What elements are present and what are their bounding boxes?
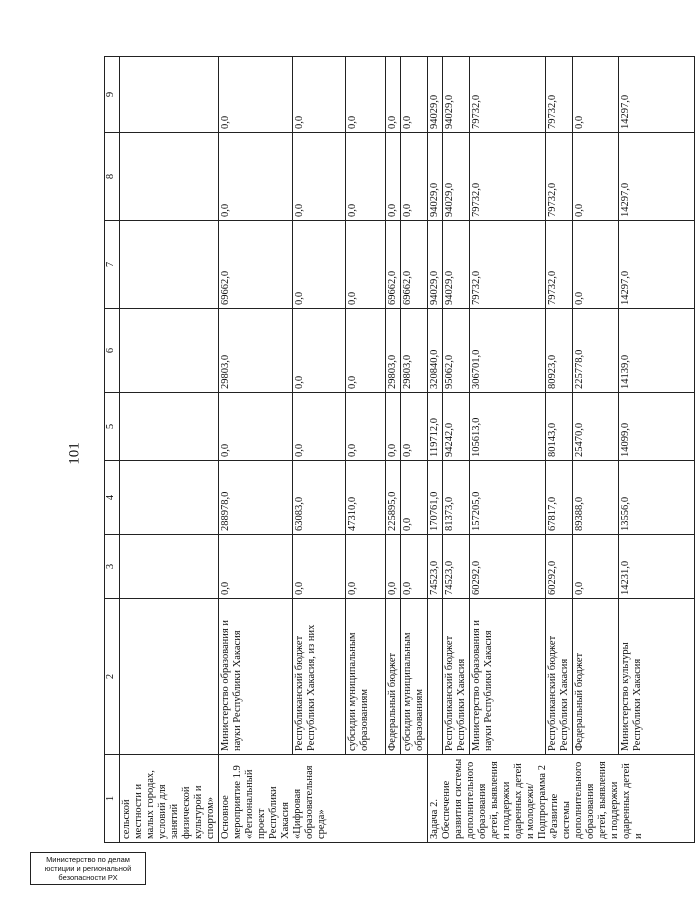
value-cell: 320840,0 <box>428 309 443 393</box>
table-row <box>443 57 470 843</box>
value-cell: 69662,0 <box>219 221 293 309</box>
value-cell: 94029,0 <box>428 57 443 133</box>
value-cell: 94029,0 <box>443 133 470 221</box>
row-title: сельской местности и малых городах, условий для занятий физической культурой и спортом» <box>120 755 219 843</box>
value-cell: 0,0 <box>219 57 293 133</box>
value-cell: 306701,0 <box>470 309 546 393</box>
value-cell: 79732,0 <box>546 57 573 133</box>
value-cell <box>120 309 219 393</box>
row-title: Задача 2. Обеспечение развития системы дополнительного образования детей, выявления и поддержки одаренных детей и молодежи/Подпрограмма 2 «Развитие системы дополнительного образования детей, выявления и поддержки одаренных детей и <box>428 755 695 843</box>
table-row <box>401 57 428 843</box>
page-number: 101 <box>66 442 83 465</box>
value-cell: 95062,0 <box>443 309 470 393</box>
value-cell: 74523,0 <box>443 535 470 599</box>
funding-source: Республиканский бюджет Республики Хакасия, из них <box>293 599 346 755</box>
value-cell: 94029,0 <box>428 221 443 309</box>
value-cell: 0,0 <box>401 535 428 599</box>
value-cell: 0,0 <box>401 393 428 461</box>
value-cell: 0,0 <box>401 133 428 221</box>
value-cell: 67817,0 <box>546 461 573 535</box>
registry-stamp <box>30 852 146 885</box>
value-cell <box>120 535 219 599</box>
funding-source: Министерство образования и науки Республики Хакасия <box>219 599 293 755</box>
value-cell: 0,0 <box>573 535 619 599</box>
table-row <box>346 57 386 843</box>
table-row <box>470 57 546 843</box>
value-cell: 0,0 <box>401 57 428 133</box>
table-row <box>120 57 219 843</box>
value-cell: 0,0 <box>573 133 619 221</box>
value-cell: 0,0 <box>293 221 346 309</box>
stamp-line: Министерство по делам <box>46 855 130 864</box>
funding-source: Министерство культуры Республики Хакасия <box>619 599 695 755</box>
value-cell: 105613,0 <box>470 393 546 461</box>
funding-source: Республиканский бюджет Республики Хакасия <box>546 599 573 755</box>
value-cell: 0,0 <box>219 133 293 221</box>
value-cell: 29803,0 <box>219 309 293 393</box>
value-cell: 0,0 <box>346 309 386 393</box>
funding-source: Республиканский бюджет Республики Хакасия <box>443 599 470 755</box>
table-row <box>386 57 401 843</box>
value-cell: 157205,0 <box>470 461 546 535</box>
value-cell <box>120 393 219 461</box>
table-row <box>546 57 573 843</box>
funding-source: субсидии муниципальным образованиям <box>401 599 428 755</box>
value-cell: 79732,0 <box>470 57 546 133</box>
value-cell: 60292,0 <box>470 535 546 599</box>
value-cell: 29803,0 <box>386 309 401 393</box>
col-header: 7 <box>105 221 120 309</box>
table-row <box>428 57 443 843</box>
value-cell: 170761,0 <box>428 461 443 535</box>
value-cell <box>120 221 219 309</box>
value-cell: 94029,0 <box>428 133 443 221</box>
value-cell: 14297,0 <box>619 221 695 309</box>
value-cell: 14099,0 <box>619 393 695 461</box>
funding-source: Федеральный бюджет <box>386 599 401 755</box>
value-cell: 0,0 <box>293 309 346 393</box>
value-cell: 81373,0 <box>443 461 470 535</box>
value-cell: 0,0 <box>386 57 401 133</box>
value-cell: 0,0 <box>346 393 386 461</box>
value-cell: 0,0 <box>219 535 293 599</box>
table-row <box>573 57 619 843</box>
value-cell: 94029,0 <box>443 221 470 309</box>
budget-table-rotated <box>104 57 644 843</box>
value-cell: 69662,0 <box>401 221 428 309</box>
value-cell: 25470,0 <box>573 393 619 461</box>
funding-source <box>428 599 443 755</box>
value-cell: 14297,0 <box>619 133 695 221</box>
value-cell: 29803,0 <box>401 309 428 393</box>
value-cell: 0,0 <box>293 535 346 599</box>
value-cell: 14297,0 <box>619 57 695 133</box>
table-row <box>293 57 346 843</box>
value-cell: 79732,0 <box>470 133 546 221</box>
value-cell: 60292,0 <box>546 535 573 599</box>
funding-source: Федеральный бюджет <box>573 599 619 755</box>
value-cell <box>120 133 219 221</box>
value-cell: 119712,0 <box>428 393 443 461</box>
budget-table <box>104 56 695 843</box>
value-cell: 225895,0 <box>386 461 401 535</box>
col-header: 6 <box>105 309 120 393</box>
value-cell: 0,0 <box>386 133 401 221</box>
value-cell: 0,0 <box>346 535 386 599</box>
value-cell: 13556,0 <box>619 461 695 535</box>
col-header: 8 <box>105 133 120 221</box>
value-cell: 0,0 <box>219 393 293 461</box>
value-cell: 0,0 <box>346 221 386 309</box>
value-cell: 0,0 <box>573 57 619 133</box>
row-title: Основное мероприятие 1.9 «Региональный проект Республики Хакасия «Цифровая образовательная среда» <box>219 755 428 843</box>
value-cell <box>120 57 219 133</box>
value-cell: 0,0 <box>346 133 386 221</box>
col-header: 1 <box>105 755 120 843</box>
value-cell: 0,0 <box>293 57 346 133</box>
value-cell: 79732,0 <box>470 221 546 309</box>
value-cell: 288978,0 <box>219 461 293 535</box>
funding-source: Министерство образования и науки Республики Хакасия <box>470 599 546 755</box>
col-header: 5 <box>105 393 120 461</box>
value-cell: 0,0 <box>401 461 428 535</box>
value-cell: 80143,0 <box>546 393 573 461</box>
col-header: 3 <box>105 535 120 599</box>
col-header: 2 <box>105 599 120 755</box>
value-cell: 0,0 <box>573 221 619 309</box>
value-cell: 0,0 <box>293 133 346 221</box>
value-cell <box>120 461 219 535</box>
value-cell: 0,0 <box>346 57 386 133</box>
value-cell: 80923,0 <box>546 309 573 393</box>
stamp-line: безопасности РХ <box>58 873 118 882</box>
table-row <box>219 57 293 843</box>
value-cell: 225778,0 <box>573 309 619 393</box>
value-cell: 69662,0 <box>386 221 401 309</box>
value-cell: 79732,0 <box>546 133 573 221</box>
value-cell: 14139,0 <box>619 309 695 393</box>
table-row <box>619 57 695 843</box>
value-cell: 0,0 <box>386 393 401 461</box>
value-cell: 74523,0 <box>428 535 443 599</box>
header-row <box>105 57 120 843</box>
col-header: 9 <box>105 57 120 133</box>
value-cell: 0,0 <box>386 535 401 599</box>
value-cell: 0,0 <box>293 393 346 461</box>
value-cell: 47310,0 <box>346 461 386 535</box>
value-cell: 79732,0 <box>546 221 573 309</box>
value-cell: 14231,0 <box>619 535 695 599</box>
value-cell: 89388,0 <box>573 461 619 535</box>
funding-source <box>120 599 219 755</box>
col-header: 4 <box>105 461 120 535</box>
value-cell: 94242,0 <box>443 393 470 461</box>
value-cell: 63083,0 <box>293 461 346 535</box>
value-cell: 94029,0 <box>443 57 470 133</box>
funding-source: субсидии муниципальным образованиям <box>346 599 386 755</box>
stamp-line: юстиции и региональной <box>44 864 132 873</box>
